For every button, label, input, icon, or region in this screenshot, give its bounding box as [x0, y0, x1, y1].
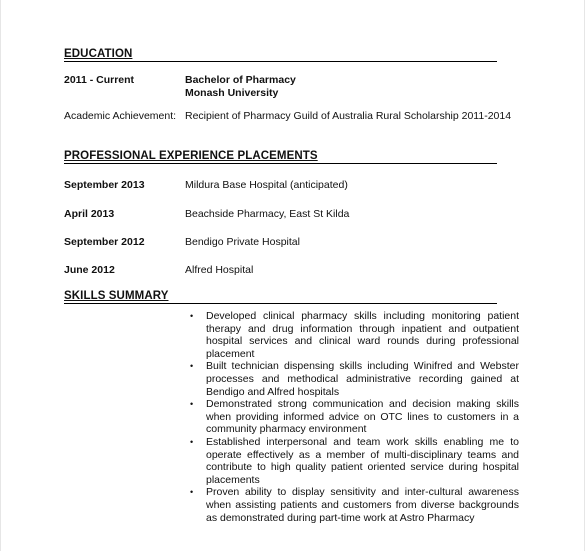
placement-row	[64, 208, 545, 222]
degree-title: Bachelor of Pharmacy	[185, 74, 296, 86]
placement-location: Alfred Hospital	[185, 264, 254, 276]
skill-item	[190, 360, 519, 398]
skills-heading	[64, 290, 497, 304]
skills-heading-text: SKILLS SUMMARY	[64, 290, 169, 302]
placement-location: Bendigo Private Hospital	[185, 236, 300, 248]
achievement-value: Recipient of Pharmacy Guild of Australia Rural Scholarship 2011-2014	[185, 110, 512, 122]
placement-date: June 2012	[64, 264, 115, 276]
placement-location: Beachside Pharmacy, East St Kilda	[185, 208, 350, 220]
placement-date: September 2012	[64, 236, 145, 248]
education-heading	[64, 48, 497, 62]
placement-row	[64, 179, 545, 193]
placement-date: April 2013	[64, 208, 115, 220]
skill-text: Built technician dispensing skills including Winifred and Webster processes and methodical administrative recording gained at Bendigo and Alfred hospitals	[206, 360, 519, 398]
experience-heading-text: PROFESSIONAL EXPERIENCE PLACEMENTS	[64, 150, 318, 162]
experience-heading	[64, 150, 497, 164]
placement-row	[64, 264, 545, 278]
bullet-icon: •	[190, 436, 194, 447]
skill-text: Proven ability to display sensitivity and inter-cultural awareness when assisting patients and customers from diverse backgrounds as demonstrated during part-time work at Astro Pharmacy	[206, 486, 519, 524]
achievement-label: Academic Achievement:	[64, 110, 177, 122]
institution-name: Monash University	[185, 87, 279, 99]
skill-text: Established interpersonal and team work skills enabling me to operate effectively as a member of multi-disciplinary teams and contribute to high quality patient oriented service during hospital placements	[206, 435, 519, 486]
bullet-icon: •	[190, 399, 194, 410]
education-period: 2011 - Current	[64, 74, 135, 86]
education-row	[64, 74, 545, 88]
skill-text: Demonstrated strong communication and decision making skills when providing informed advice on OTC lines to customers in a community pharmacy environment	[206, 398, 519, 436]
placement-location: Mildura Base Hospital (anticipated)	[185, 179, 348, 191]
skill-item	[190, 436, 519, 486]
bullet-icon: •	[190, 361, 194, 372]
skill-text: Developed clinical pharmacy skills including monitoring patient therapy and drug information through inpatient and outpatient hospital services and clinical ward rounds during professional placement	[206, 310, 519, 360]
skill-item	[190, 486, 519, 524]
placement-date: September 2013	[64, 179, 145, 191]
placement-row	[64, 236, 545, 250]
education-heading-text: EDUCATION	[64, 48, 133, 60]
skill-item	[190, 398, 519, 436]
achievement-row	[64, 110, 545, 124]
bullet-icon: •	[190, 487, 194, 498]
skill-item	[190, 310, 519, 360]
skills-list	[190, 310, 519, 524]
bullet-icon: •	[190, 311, 194, 321]
